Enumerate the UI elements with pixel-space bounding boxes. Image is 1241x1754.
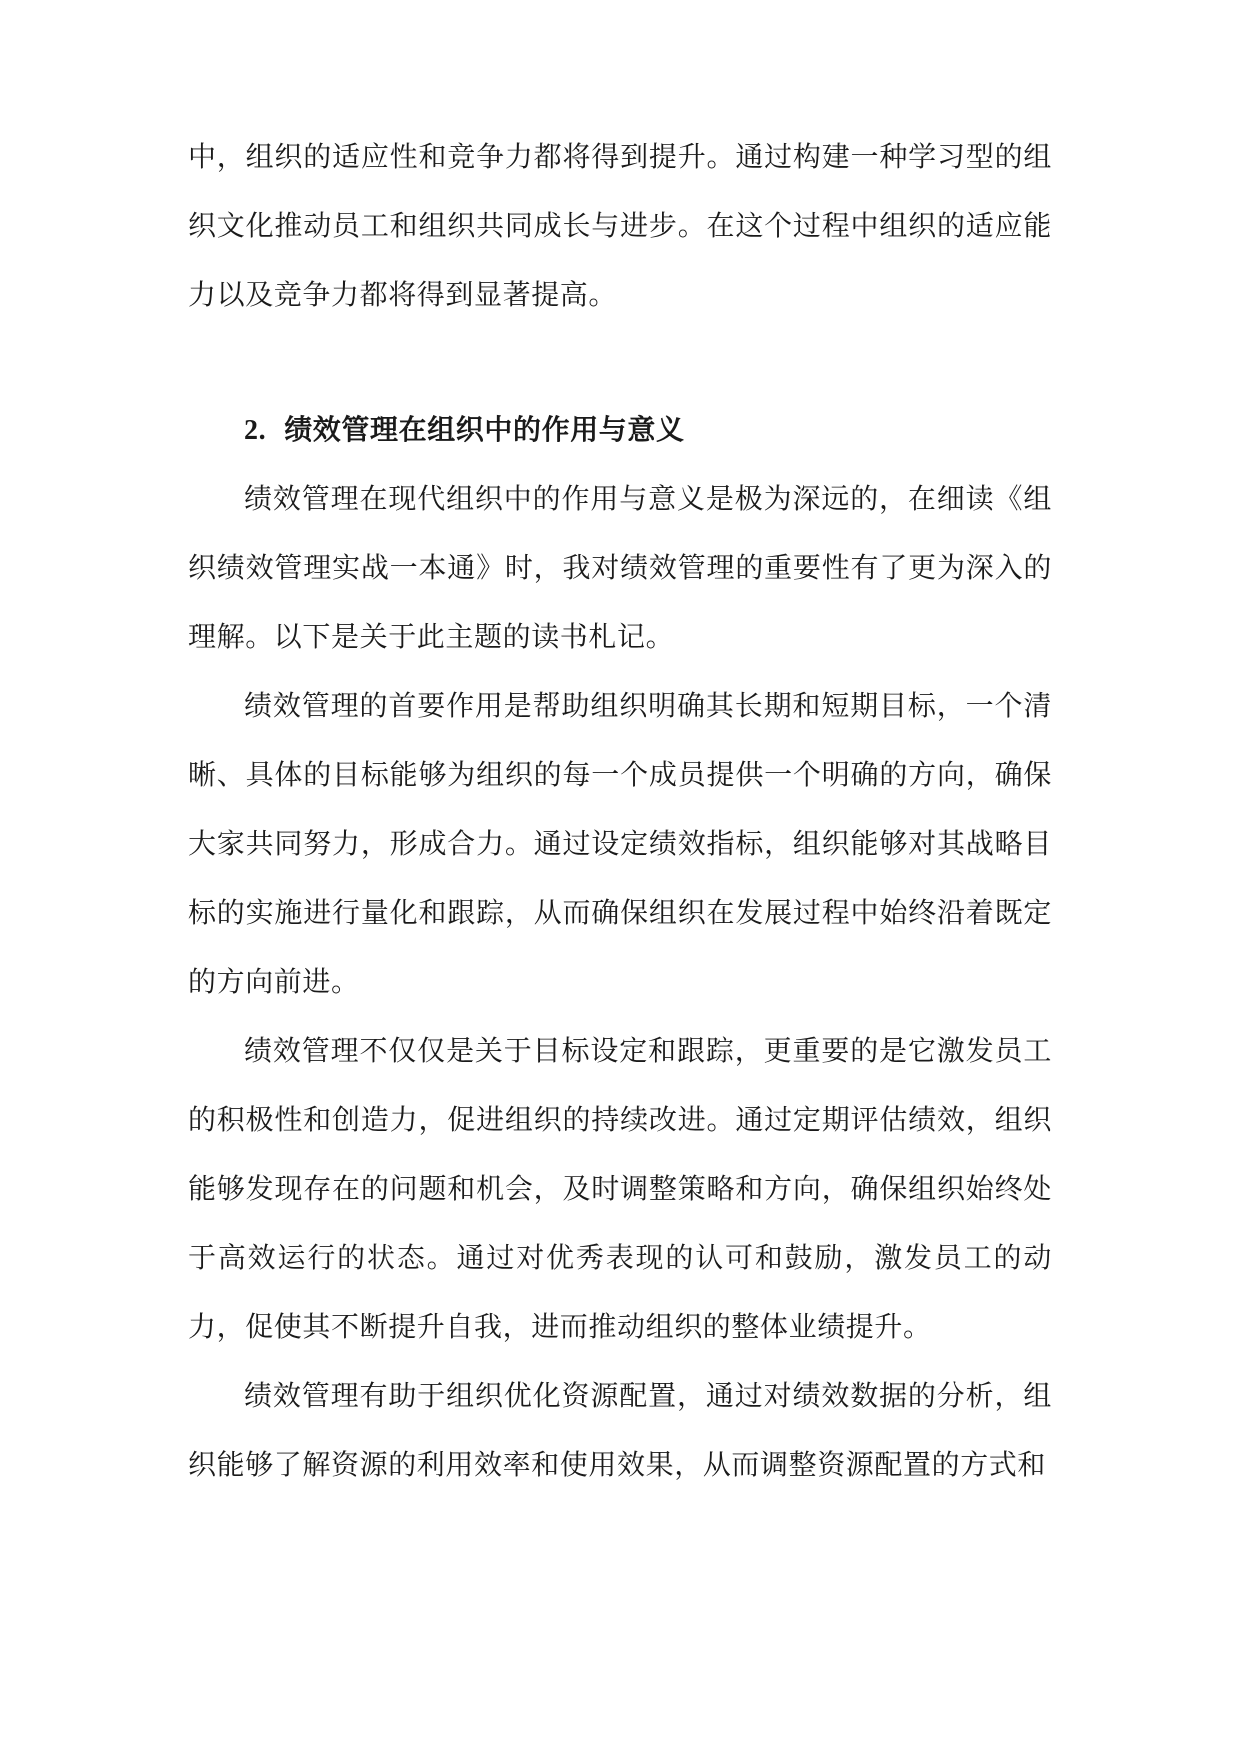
- paragraph: 绩效管理不仅仅是关于目标设定和跟踪，更重要的是它激发员工的积极性和创造力，促进组织的持续改进。通过定期评估绩效，组织能够发现存在的问题和机会，及时调整策略和方向，确保组织始终处于高效运行的状态。通过对优秀表现的认可和鼓励，激发员工的动力，促使其不断提升自我，进而推动组织的整体业绩提升。: [188, 1034, 1052, 1343]
- paragraph: 绩效管理有助于组织优化资源配置，通过对绩效数据的分析，组织能够了解资源的利用效率和使用效果，从而调整资源配置的方式和: [188, 1379, 1052, 1481]
- continuation-block: [188, 122, 1052, 329]
- paragraph: 绩效管理的首要作用是帮助组织明确其长期和短期目标，一个清晰、具体的目标能够为组织的每一个成员提供一个明确的方向，确保大家共同努力，形成合力。通过设定绩效指标，组织能够对其战略目标的实施进行量化和跟踪，从而确保组织在发展过程中始终沿着既定的方向前进。: [188, 689, 1052, 998]
- continuation-paragraph: 中，组织的适应性和竞争力都将得到提升。通过构建一种学习型的组织文化推动员工和组织共同成长与进步。在这个过程中组织的适应能力以及竞争力都将得到显著提高。: [188, 140, 1052, 311]
- paragraph: 绩效管理在现代组织中的作用与意义是极为深远的，在细读《组织绩效管理实战一本通》时，我对绩效管理的重要性有了更为深入的理解。以下是关于此主题的读书札记。: [188, 482, 1052, 653]
- body-text: [188, 464, 1052, 1499]
- section-title: 绩效管理在组织中的作用与意义: [284, 413, 685, 446]
- section-number: 2.: [244, 415, 267, 446]
- section-heading: [244, 395, 685, 465]
